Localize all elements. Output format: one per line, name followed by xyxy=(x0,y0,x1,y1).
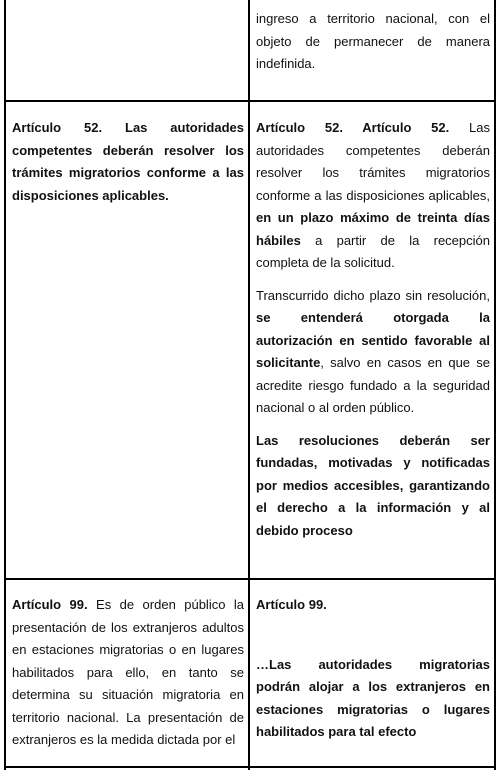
row-divider-1 xyxy=(4,100,496,102)
row-divider-2 xyxy=(4,578,496,580)
row-1-left-cell xyxy=(12,4,242,96)
row-1-right-cell xyxy=(256,8,490,76)
text-run: Transcurrido dicho plazo sin resolución, xyxy=(256,287,490,303)
table-border-bottom xyxy=(4,766,496,768)
text-run-bold: Artículo 99. xyxy=(12,597,88,612)
text-run-bold: Artículo 52. Artículo 52. xyxy=(256,120,450,135)
text-run-bold: se entenderá otorgada la autorización en sentido favorable al solicitante xyxy=(256,310,490,370)
text-run: a partir de la recepción completa de la solicitud. xyxy=(256,232,490,270)
row-2-right-paragraph-2 xyxy=(256,285,490,420)
text-run-bold: …Las autoridades migratorias podrán alojar a los extranjeros en estaciones migratorias o lugares habilitados para tal efecto xyxy=(256,656,490,739)
text-run: Las autoridades competentes deberán resolver los trámites migratorios conforme a las disposiciones aplicables, xyxy=(256,120,490,203)
row-1-right-paragraph-1 xyxy=(256,8,490,76)
text-run-bold: Las resoluciones deberán ser fundadas, motivadas y notificadas por medios accesibles, garantizando el derecho a la información y al debido proceso xyxy=(256,432,490,538)
row-2-left-cell xyxy=(12,117,244,207)
table-border-right xyxy=(494,0,496,770)
table-border-left xyxy=(4,0,6,770)
row-3-left-paragraph-1 xyxy=(12,594,244,752)
text-run-bold: Artículo 99. xyxy=(256,597,327,612)
row-3-right-paragraph-1 xyxy=(256,594,490,617)
row-3-right-cell xyxy=(256,594,490,744)
text-run: ingreso a territorio nacional, con el objeto de permanecer de manera indefinida. xyxy=(256,11,490,71)
text-run: Es de orden público la presentación de los extranjeros adultos en estaciones migratorias o en lugares habilitados para ello, en tanto se determina su situación migratoria en territorio nacional. La presentación de extranjeros es la medida dictada por el xyxy=(12,597,244,747)
row-2-right-paragraph-1 xyxy=(256,117,490,275)
text-run: , salvo en casos en que se acredite riesgo fundado a la seguridad nacional o al orden público. xyxy=(256,355,490,415)
row-3-left-cell xyxy=(12,594,244,752)
row-2-right-paragraph-3 xyxy=(256,430,490,543)
row-3-right-paragraph-2 xyxy=(256,654,490,744)
row-2-right-cell xyxy=(256,117,490,542)
text-run-bold: en un plazo máximo de treinta días hábiles xyxy=(256,210,490,248)
row-2-left-paragraph-1 xyxy=(12,117,244,207)
table-column-divider xyxy=(248,0,250,770)
text-run-bold: Artículo 52. Las autoridades competentes deberán resolver los trámites migratorios conforme a las disposiciones aplicables. xyxy=(12,120,244,203)
